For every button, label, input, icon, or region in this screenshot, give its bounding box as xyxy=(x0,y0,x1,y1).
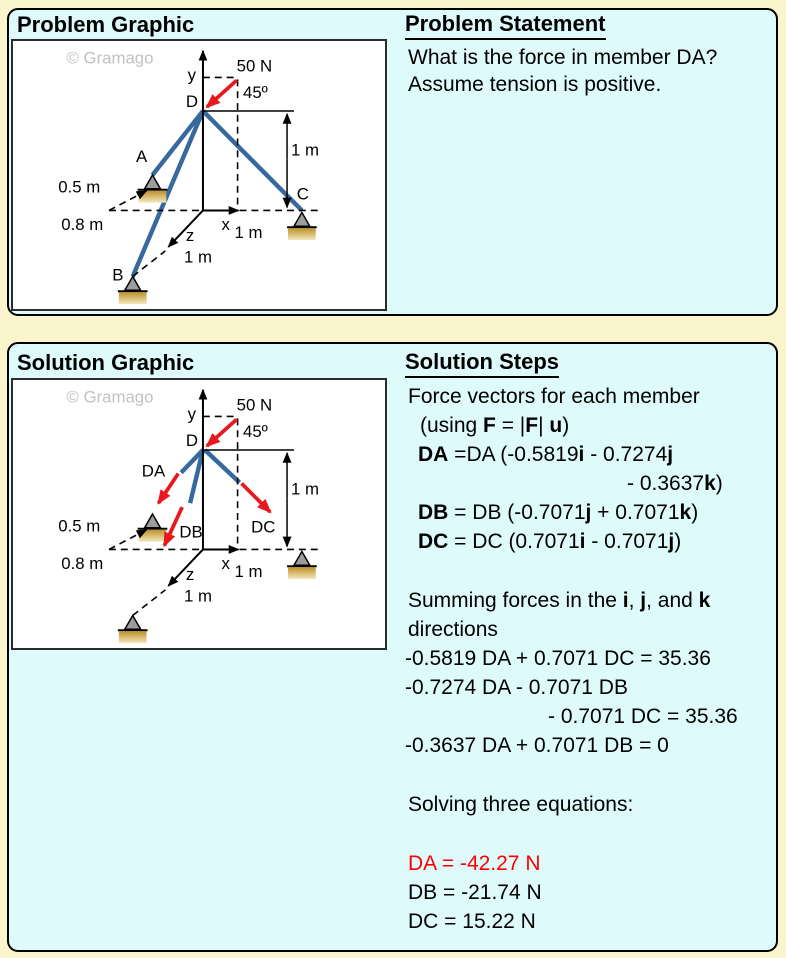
problem-graphic-title: Problem Graphic xyxy=(17,12,195,37)
solution-step-line: Solving three equations: xyxy=(408,793,634,816)
label-axis-x: x xyxy=(221,215,230,235)
statement-line: What is the force in member DA? xyxy=(408,46,718,69)
solution-graphic-box xyxy=(11,378,387,650)
support-a xyxy=(138,514,168,542)
member-stubs xyxy=(181,450,239,503)
solution-step-line: -0.5819 DA + 0.7071 DC = 35.36 xyxy=(405,647,711,670)
label-dim-05: 0.5 m xyxy=(58,516,101,536)
label-point-a: A xyxy=(136,147,148,167)
solution-graphic-title: Solution Graphic xyxy=(17,350,195,375)
label-force: 50 N xyxy=(236,395,273,415)
label-axis-y: y xyxy=(187,65,197,85)
support-c xyxy=(287,551,317,579)
support-a xyxy=(138,175,168,203)
watermark: © Gramago xyxy=(66,387,154,407)
label-axis-z: z xyxy=(185,565,195,585)
applied-force-arrow xyxy=(207,419,237,446)
label-force: 50 N xyxy=(236,56,273,76)
support-c xyxy=(287,212,317,240)
solution-step-line: Summing forces in the i, j, and k xyxy=(408,589,711,612)
problem-statement-text xyxy=(408,44,778,98)
label-dim-08: 0.8 m xyxy=(61,554,104,574)
label-dim-08: 0.8 m xyxy=(61,215,104,235)
solution-step-line: DC = DC (0.7071i - 0.7071j) xyxy=(418,530,682,553)
step-spacer xyxy=(405,760,781,790)
step-spacer xyxy=(405,819,781,849)
solution-step-line: -0.3637 DA + 0.7071 DB = 0 xyxy=(405,734,669,757)
watermark: © Gramago xyxy=(66,48,154,68)
solution-diagram xyxy=(13,380,385,648)
label-dim-x: 1 m xyxy=(234,562,263,582)
solution-step-line: DB = -21.74 N xyxy=(408,881,542,904)
solution-step-line: DB = DB (-0.7071j + 0.7071k) xyxy=(418,501,699,524)
label-axis-y: y xyxy=(187,404,197,424)
applied-force-arrow xyxy=(207,80,237,107)
solution-panel xyxy=(7,342,778,952)
label-member-db: DB xyxy=(179,522,203,542)
label-point-b: B xyxy=(112,265,124,285)
label-point-d: D xyxy=(185,431,199,451)
label-point-d: D xyxy=(185,92,199,112)
problem-diagram xyxy=(13,41,385,309)
support-b xyxy=(118,615,148,643)
label-dim-right: 1 m xyxy=(291,479,320,499)
solution-step-line: DC = 15.22 N xyxy=(408,910,536,933)
solution-step-line: DA = -42.27 N xyxy=(408,852,541,875)
label-point-c: C xyxy=(296,184,309,204)
step-spacer xyxy=(405,556,781,586)
label-dim-z: 1 m xyxy=(184,586,213,606)
solution-step-line: - 0.3637k) xyxy=(627,472,723,495)
label-axis-z: z xyxy=(185,226,195,246)
solution-steps-text xyxy=(405,382,781,936)
solution-step-line: directions xyxy=(408,618,498,641)
label-member-dc: DC xyxy=(251,517,276,537)
problem-panel xyxy=(7,8,778,316)
solution-step-line: (using F = |F| u) xyxy=(420,414,570,437)
label-dim-x: 1 m xyxy=(234,223,263,243)
solution-step-line: DA =DA (-0.5819i - 0.7274j xyxy=(418,443,674,466)
label-axis-x: x xyxy=(221,554,230,574)
construction-lines xyxy=(109,416,322,615)
statement-line: Assume tension is positive. xyxy=(408,73,662,96)
problem-statement-title: Problem Statement xyxy=(405,12,606,40)
force-dc-arrow xyxy=(242,483,271,512)
problem-graphic-box xyxy=(11,39,387,311)
solution-step-line: Force vectors for each member xyxy=(408,385,700,408)
label-dim-05: 0.5 m xyxy=(58,177,101,197)
label-angle: 45º xyxy=(242,83,268,103)
solution-step-line: -0.7274 DA - 0.7071 DB xyxy=(405,676,628,699)
label-angle: 45º xyxy=(242,422,268,442)
label-member-da: DA xyxy=(141,461,166,481)
label-dim-z: 1 m xyxy=(184,247,213,267)
label-dim-right: 1 m xyxy=(291,140,320,160)
construction-lines xyxy=(109,77,322,276)
solution-steps-title: Solution Steps xyxy=(405,350,559,378)
solution-step-line: - 0.7071 DC = 35.36 xyxy=(548,705,738,728)
